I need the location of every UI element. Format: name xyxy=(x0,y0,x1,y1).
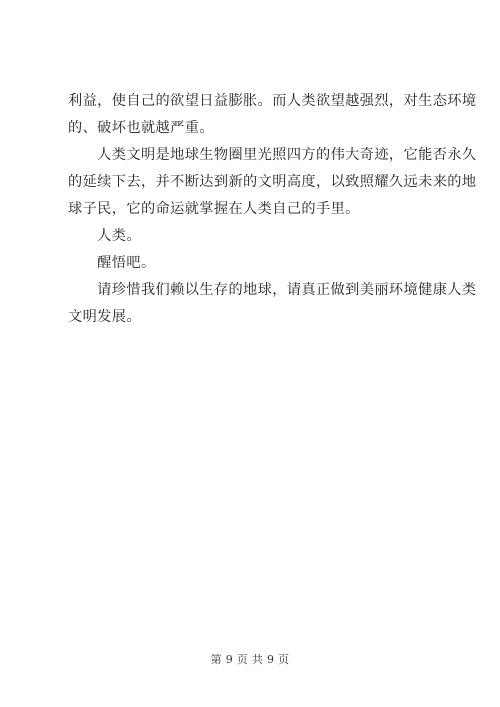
text-line-8: 请珍惜我们赖以生存的地球，请真正做到美丽环境健康人类 xyxy=(68,282,477,298)
text-line-4: 的延续下去，并不断达到新的文明高度，以致照耀久远未来的地 xyxy=(68,174,477,190)
text-line-6: 人类。 xyxy=(68,228,141,244)
text-line-2: 的、破坏也就越严重。 xyxy=(68,120,214,136)
page-footer: 第 9 页 共 9 页 xyxy=(210,653,290,666)
text-line-9: 文明发展。 xyxy=(68,309,141,325)
text-line-5: 球子民，它的命运就掌握在人类自己的手里。 xyxy=(68,201,360,217)
text-line-3: 人类文明是地球生物圈里光照四方的伟大奇迹，它能否永久 xyxy=(68,147,477,163)
document-body xyxy=(68,88,477,331)
text-line-7: 醒悟吧。 xyxy=(68,255,156,271)
text-line-1: 利益，使自己的欲望日益膨胀。而人类欲望越强烈，对生态环境 xyxy=(68,93,477,109)
